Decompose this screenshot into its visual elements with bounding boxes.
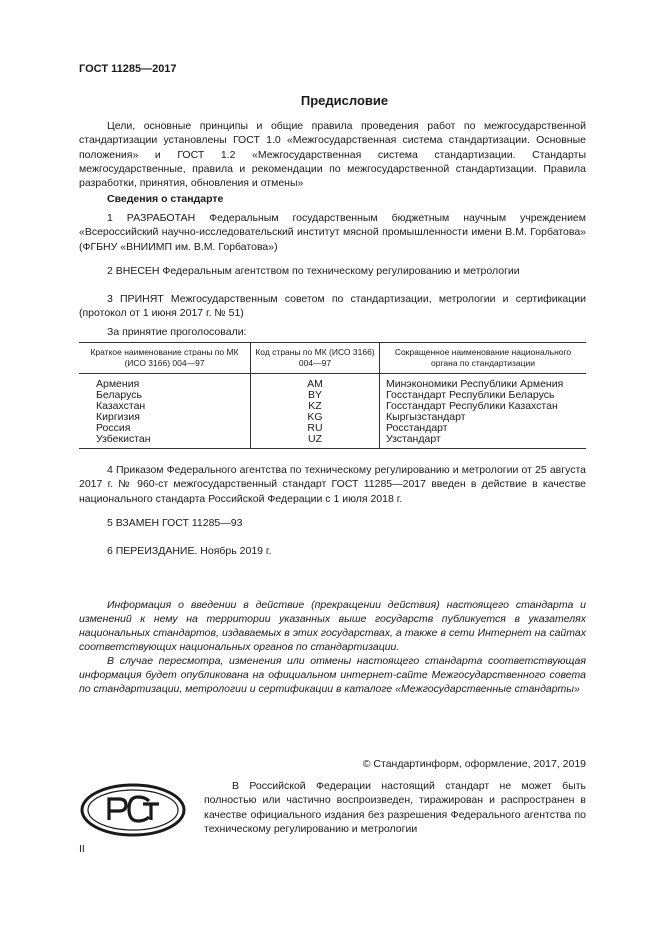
header-country-code: Код страны по МК (ИСО 3166) 004—97: [251, 343, 380, 374]
item-5: [79, 516, 586, 530]
item-1-text: 1 РАЗРАБОТАН Федеральным государственным бюджетным научным учреждением «Всероссийский научно-исследовательский институт мясной промышленности имени В.М. Горбатова» (ФГБНУ «ВНИИМП им. В.М. Горбатова»): [79, 212, 586, 253]
item-3: [79, 292, 586, 321]
info-block: [79, 598, 586, 696]
item-5-text: 5 ВЗАМЕН ГОСТ 11285—93: [107, 517, 243, 529]
cell-body: Госстандарт Республики Беларусь: [386, 389, 555, 401]
table-row: [79, 434, 586, 449]
cell-country: Беларусь: [79, 390, 251, 401]
rst-logo-svg: [79, 782, 187, 838]
cell-code: KG: [251, 412, 380, 423]
voted-label: За принятие проголосовали:: [107, 326, 247, 338]
page-title: Предисловие: [300, 93, 389, 108]
header-national-body: Сокращенное наименование национального органа по стандартизации: [380, 343, 587, 374]
header-country-name: Краткое наименование страны по МК (ИСО 3166) 004—97: [79, 343, 251, 374]
section-subtitle: Сведения о стандарте: [107, 193, 224, 205]
table-row: [79, 423, 586, 434]
table-row: [79, 374, 586, 391]
cell-country: Казахстан: [79, 401, 251, 412]
cell-body: Росстандарт: [386, 422, 448, 434]
cell-country: Киргизия: [79, 412, 251, 423]
document-code: ГОСТ 11285—2017: [79, 63, 177, 75]
cell-code: AM: [251, 374, 380, 391]
cell-body: Минэкономики Республики Армения: [386, 378, 564, 390]
intro-text: Цели, основные принципы и общие правила проведения работ по межгосударственной стандартизации установлены ГОСТ 1.0 «Межгосударственная система стандартизации. Основные положения» и ГОСТ 1.2 «Межгосударственная система стандартизации. Стандарты межгосударственные, правила и рекомендации по межгосударственной стандартизации. Правила разработки, принятия, обновления и отмены»: [79, 120, 586, 190]
cell-code: UZ: [251, 434, 380, 449]
intro-paragraph: [79, 119, 586, 190]
cell-body: Кыргызстандарт: [386, 411, 466, 423]
cell-country: Узбекистан: [79, 434, 251, 449]
table-header-row: [79, 343, 586, 374]
cell-country: Россия: [79, 423, 251, 434]
cell-code: KZ: [251, 401, 380, 412]
table-row: [79, 412, 586, 423]
countries-table: [79, 342, 586, 449]
cell-body: Госстандарт Республики Казахстан: [386, 400, 558, 412]
copyright-notice: [204, 779, 586, 836]
item-4-text: 4 Приказом Федерального агентства по техническому регулированию и метрологии от 25 августа 2017 г. № 960-ст межгосударственный стандарт ГОСТ 11285—2017 введен в действие в качестве национального стандарта Российской Федерации с 1 июля 2018 г.: [79, 464, 586, 505]
cell-body: Узстандарт: [380, 434, 587, 449]
info-paragraph-2: В случае пересмотра, изменения или отмены настоящего стандарта соответствующая информация будет опубликована на официальном интернет-сайте Межгосударственного совета по стандартизации, метрологии и сертификации в каталоге «Межгосударственные стандарты»: [79, 655, 586, 695]
info-paragraph-1: Информация о введении в действие (прекращении действия) настоящего стандарта и изменений к нему на территории указанных выше государств публикуется в указателях национальных стандартов, издаваемых в этих государствах, а также в сети Интернет на сайтах соответствующих национальных органов по стандартизации.: [79, 599, 586, 653]
item-1: [79, 211, 586, 254]
item-2: [79, 264, 586, 278]
rst-certification-logo-icon: [79, 782, 187, 838]
countries-table-wrap: [79, 342, 586, 449]
page-number: II: [79, 843, 85, 855]
item-3-text: 3 ПРИНЯТ Межгосударственным советом по стандартизации, метрологии и сертификации (протокол от 1 июня 2017 г. № 51): [79, 293, 586, 320]
item-6: [79, 544, 586, 558]
cell-code: BY: [251, 390, 380, 401]
cell-code: RU: [251, 423, 380, 434]
table-row: [79, 401, 586, 412]
item-6-text: 6 ПЕРЕИЗДАНИЕ. Ноябрь 2019 г.: [107, 545, 272, 557]
item-2-text: 2 ВНЕСЕН Федеральным агентством по техническому регулированию и метрологии: [107, 265, 520, 277]
copyright-notice-text: В Российской Федерации настоящий стандарт не может быть полностью или частично воспроизведен, тиражирован и распространен в качестве официального издания без разрешения Федерального агентства по техническому регулированию и метрологии: [204, 780, 586, 835]
cell-country: Армения: [79, 374, 251, 391]
copyright: © Стандартинформ, оформление, 2017, 2019: [362, 758, 586, 770]
item-4: [79, 463, 586, 506]
